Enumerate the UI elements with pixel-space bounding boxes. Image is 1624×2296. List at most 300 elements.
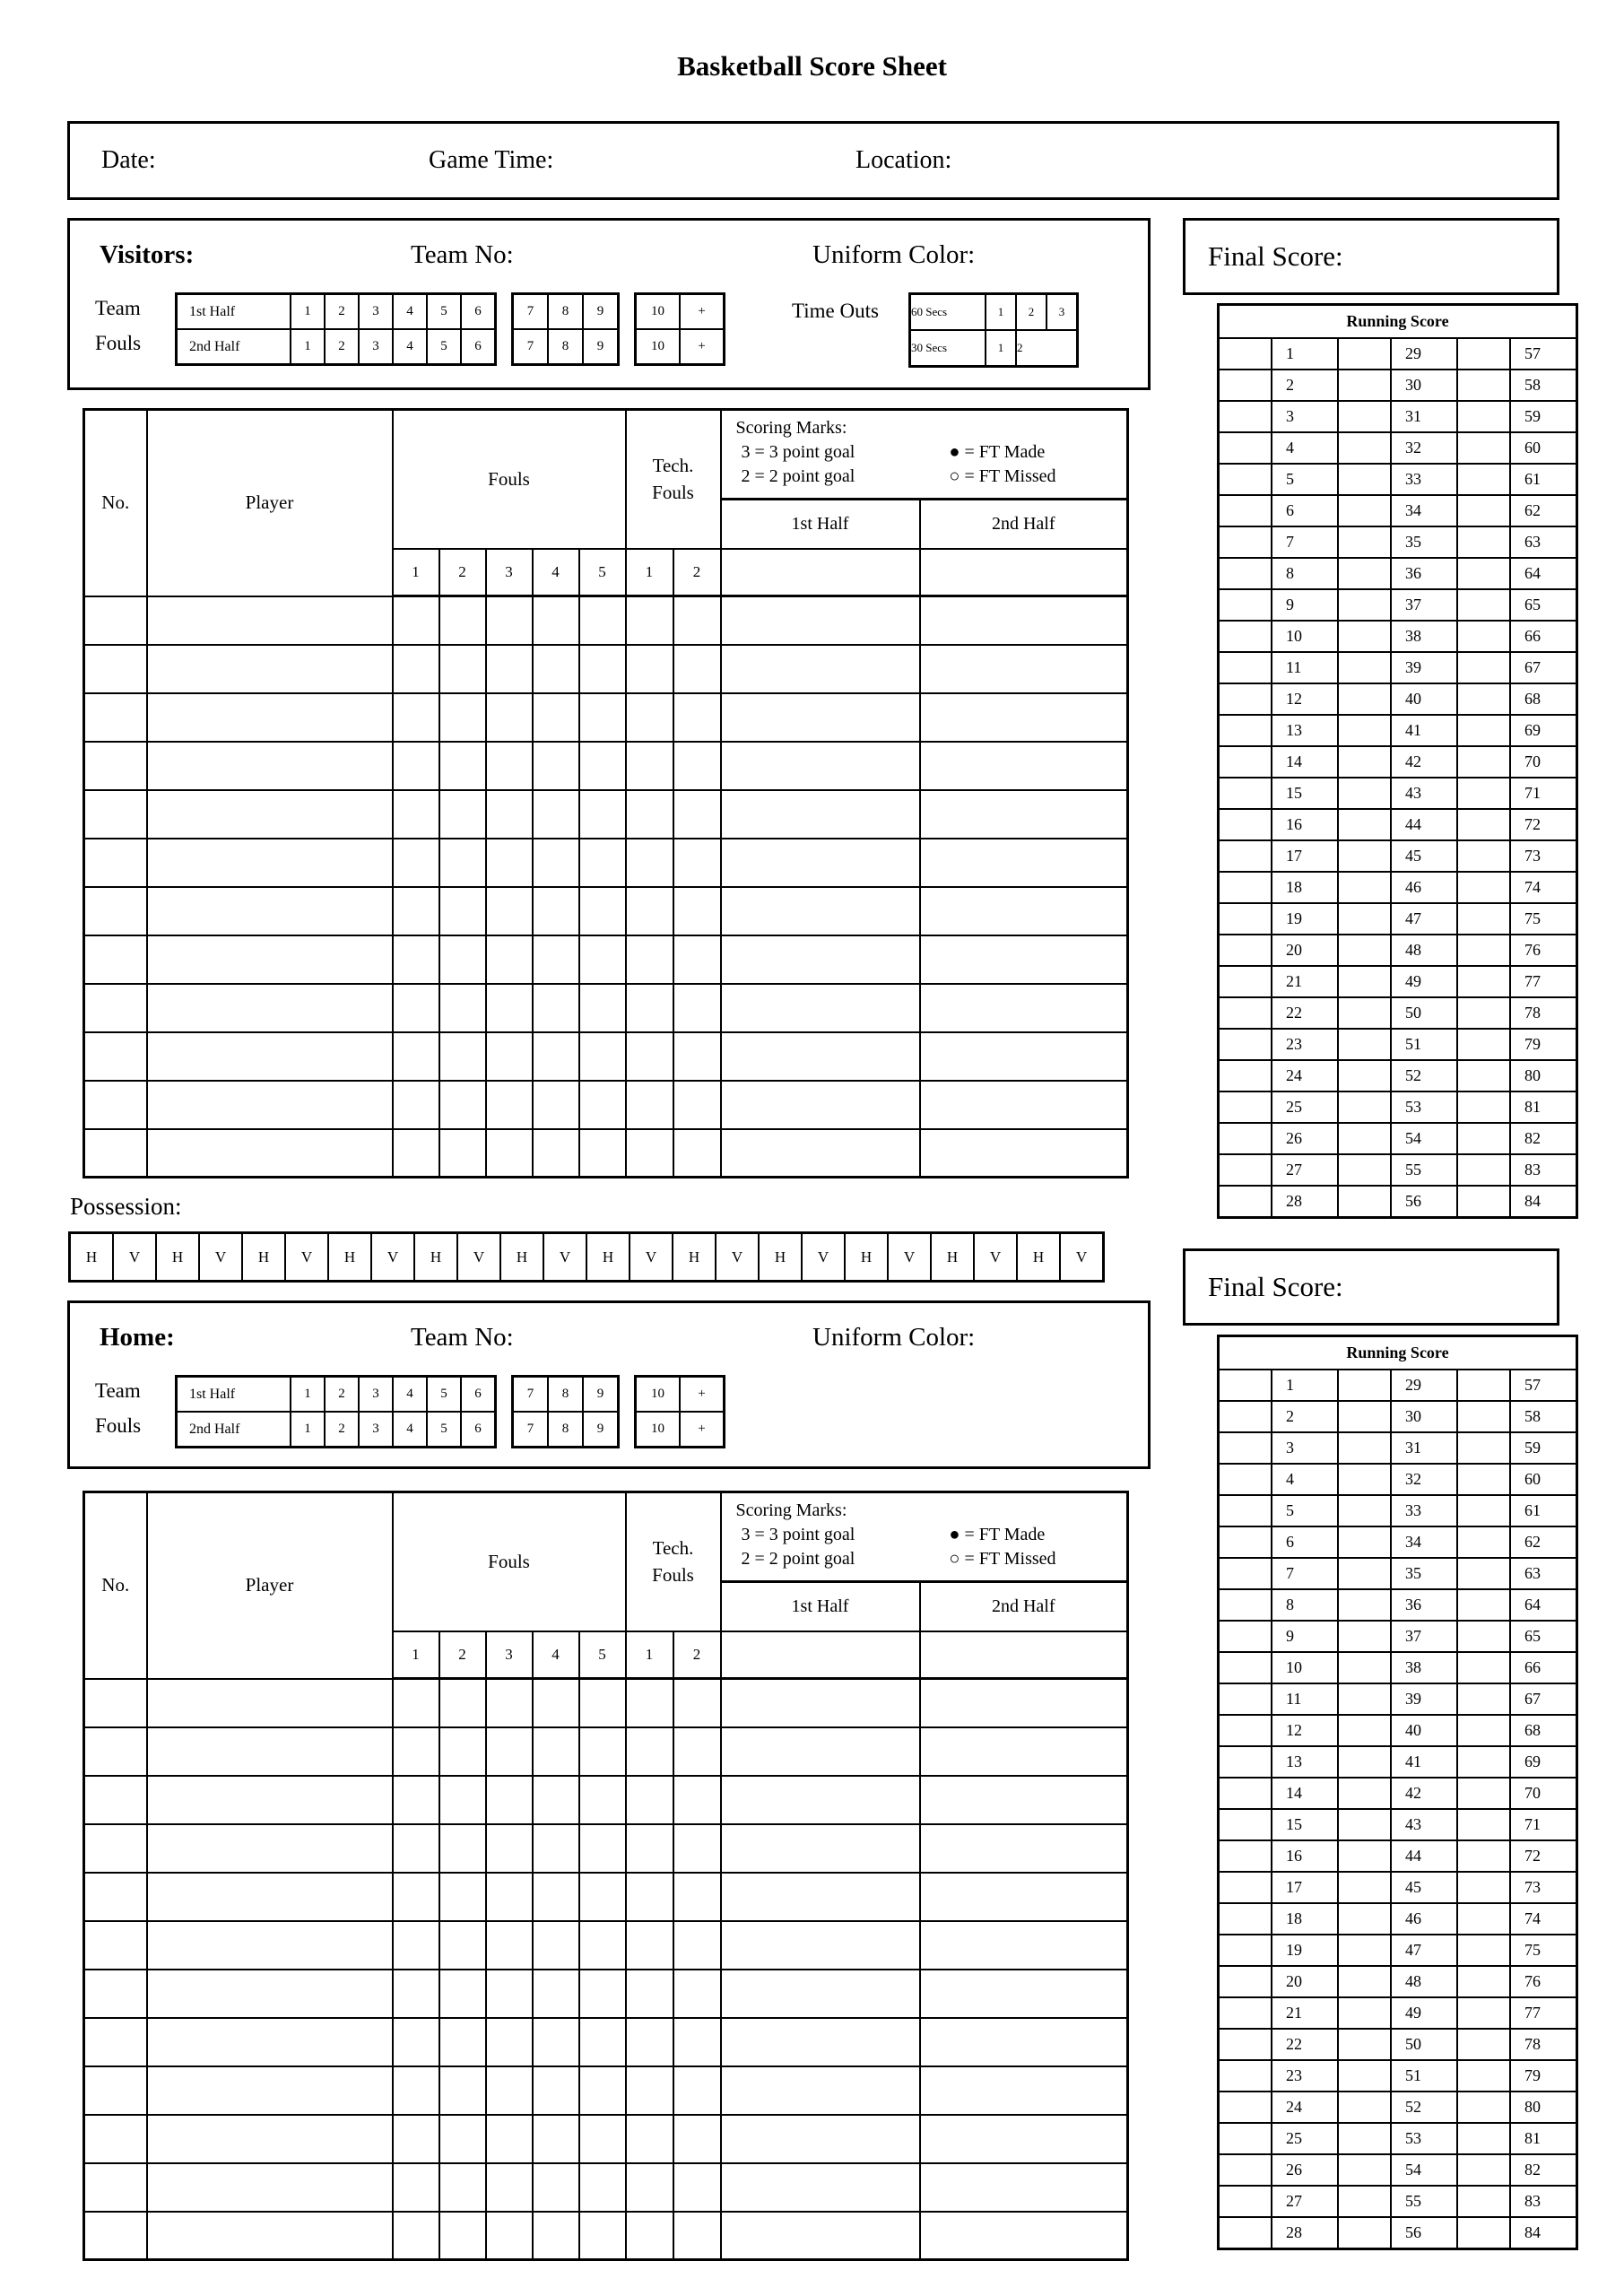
running-score-mark-cell[interactable] bbox=[1457, 2060, 1510, 2092]
running-score-mark-cell[interactable] bbox=[1219, 1997, 1272, 2029]
running-score-mark-cell[interactable] bbox=[1457, 621, 1510, 652]
running-score-mark-cell[interactable] bbox=[1338, 1715, 1391, 1746]
running-score-number[interactable]: 44 bbox=[1391, 1840, 1457, 1872]
player-no-cell[interactable] bbox=[84, 1727, 147, 1776]
timeout-cell[interactable]: 3 bbox=[1046, 294, 1078, 331]
first-half-score-cell[interactable] bbox=[721, 984, 920, 1032]
foul-mark-cell[interactable] bbox=[439, 1129, 486, 1178]
running-score-mark-cell[interactable] bbox=[1457, 652, 1510, 683]
foul-mark-cell[interactable] bbox=[439, 2163, 486, 2212]
running-score-mark-cell[interactable] bbox=[1338, 997, 1391, 1029]
foul-mark-cell[interactable] bbox=[579, 2066, 626, 2115]
visitors-name-field[interactable] bbox=[227, 237, 397, 273]
team-foul-cell[interactable]: 5 bbox=[427, 1412, 461, 1448]
foul-mark-cell[interactable] bbox=[579, 839, 626, 887]
foul-mark-cell[interactable] bbox=[579, 1727, 626, 1776]
player-name-cell[interactable] bbox=[147, 645, 393, 693]
foul-mark-cell[interactable] bbox=[533, 742, 579, 790]
player-name-cell[interactable] bbox=[147, 1129, 393, 1178]
running-score-number[interactable]: 81 bbox=[1510, 2123, 1577, 2154]
foul-mark-cell[interactable] bbox=[579, 1032, 626, 1081]
running-score-mark-cell[interactable] bbox=[1338, 1186, 1391, 1218]
team-foul-cell[interactable]: 5 bbox=[427, 329, 461, 365]
running-score-mark-cell[interactable] bbox=[1219, 872, 1272, 903]
foul-mark-cell[interactable] bbox=[486, 1032, 533, 1081]
running-score-number[interactable]: 68 bbox=[1510, 683, 1577, 715]
running-score-number[interactable]: 5 bbox=[1272, 1495, 1338, 1526]
foul-mark-cell[interactable] bbox=[533, 1129, 579, 1178]
first-half-score-cell[interactable] bbox=[721, 1727, 920, 1776]
tech-foul-mark-cell[interactable] bbox=[626, 1679, 673, 1727]
foul-mark-cell[interactable] bbox=[393, 984, 439, 1032]
foul-mark-cell[interactable] bbox=[486, 596, 533, 645]
running-score-mark-cell[interactable] bbox=[1219, 2123, 1272, 2154]
running-score-number[interactable]: 3 bbox=[1272, 1432, 1338, 1464]
foul-mark-cell[interactable] bbox=[393, 1970, 439, 2018]
running-score-number[interactable]: 27 bbox=[1272, 2186, 1338, 2217]
running-score-mark-cell[interactable] bbox=[1338, 1683, 1391, 1715]
second-half-score-cell[interactable] bbox=[920, 1873, 1128, 1921]
tech-foul-mark-cell[interactable] bbox=[626, 1921, 673, 1970]
tech-foul-mark-cell[interactable] bbox=[626, 2212, 673, 2260]
running-score-mark-cell[interactable] bbox=[1219, 2186, 1272, 2217]
running-score-number[interactable]: 20 bbox=[1272, 935, 1338, 966]
foul-mark-cell[interactable] bbox=[393, 1032, 439, 1081]
team-foul-cell[interactable]: 3 bbox=[359, 1377, 393, 1413]
running-score-mark-cell[interactable] bbox=[1457, 1746, 1510, 1778]
running-score-mark-cell[interactable] bbox=[1457, 1495, 1510, 1526]
home-name-field[interactable] bbox=[187, 1319, 393, 1355]
foul-mark-cell[interactable] bbox=[393, 1727, 439, 1776]
tech-foul-mark-cell[interactable] bbox=[626, 1081, 673, 1129]
running-score-number[interactable]: 54 bbox=[1391, 2154, 1457, 2186]
running-score-number[interactable]: 34 bbox=[1391, 495, 1457, 526]
second-half-score-cell[interactable] bbox=[920, 2018, 1128, 2066]
foul-mark-cell[interactable] bbox=[579, 742, 626, 790]
visitors-final-score-field[interactable] bbox=[1365, 234, 1535, 279]
running-score-number[interactable]: 11 bbox=[1272, 652, 1338, 683]
team-foul-cell[interactable]: 2 bbox=[325, 294, 359, 330]
running-score-number[interactable]: 23 bbox=[1272, 1029, 1338, 1060]
running-score-number[interactable]: 24 bbox=[1272, 2092, 1338, 2123]
running-score-number[interactable]: 70 bbox=[1510, 1778, 1577, 1809]
running-score-number[interactable]: 8 bbox=[1272, 558, 1338, 589]
running-score-mark-cell[interactable] bbox=[1219, 2092, 1272, 2123]
player-no-cell[interactable] bbox=[84, 1032, 147, 1081]
team-foul-cell[interactable]: 3 bbox=[359, 1412, 393, 1448]
running-score-mark-cell[interactable] bbox=[1338, 1123, 1391, 1154]
player-no-cell[interactable] bbox=[84, 887, 147, 935]
running-score-mark-cell[interactable] bbox=[1457, 2154, 1510, 2186]
running-score-number[interactable]: 5 bbox=[1272, 464, 1338, 495]
foul-mark-cell[interactable] bbox=[533, 1970, 579, 2018]
foul-mark-cell[interactable] bbox=[533, 887, 579, 935]
running-score-number[interactable]: 64 bbox=[1510, 558, 1577, 589]
player-name-cell[interactable] bbox=[147, 984, 393, 1032]
tech-foul-mark-cell[interactable] bbox=[626, 839, 673, 887]
running-score-mark-cell[interactable] bbox=[1219, 1370, 1272, 1401]
running-score-number[interactable]: 49 bbox=[1391, 966, 1457, 997]
running-score-number[interactable]: 15 bbox=[1272, 778, 1338, 809]
running-score-number[interactable]: 67 bbox=[1510, 652, 1577, 683]
team-foul-cell[interactable]: 9 bbox=[583, 1377, 619, 1413]
running-score-number[interactable]: 1 bbox=[1272, 338, 1338, 370]
second-half-score-cell[interactable] bbox=[920, 2163, 1128, 2212]
foul-mark-cell[interactable] bbox=[579, 1921, 626, 1970]
foul-mark-cell[interactable] bbox=[439, 2066, 486, 2115]
running-score-number[interactable]: 50 bbox=[1391, 997, 1457, 1029]
running-score-mark-cell[interactable] bbox=[1457, 1186, 1510, 1218]
player-name-cell[interactable] bbox=[147, 693, 393, 742]
foul-mark-cell[interactable] bbox=[533, 1679, 579, 1727]
running-score-number[interactable]: 14 bbox=[1272, 746, 1338, 778]
first-half-score-cell[interactable] bbox=[721, 1970, 920, 2018]
foul-mark-cell[interactable] bbox=[486, 1970, 533, 2018]
running-score-mark-cell[interactable] bbox=[1219, 589, 1272, 621]
possession-cell[interactable]: H bbox=[1017, 1233, 1060, 1282]
player-name-cell[interactable] bbox=[147, 2115, 393, 2163]
player-no-cell[interactable] bbox=[84, 693, 147, 742]
running-score-mark-cell[interactable] bbox=[1219, 1154, 1272, 1186]
running-score-mark-cell[interactable] bbox=[1219, 1186, 1272, 1218]
running-score-number[interactable]: 33 bbox=[1391, 464, 1457, 495]
running-score-number[interactable]: 8 bbox=[1272, 1589, 1338, 1621]
first-half-mark-space[interactable] bbox=[721, 549, 920, 596]
foul-mark-cell[interactable] bbox=[393, 1921, 439, 1970]
tech-foul-mark-cell[interactable] bbox=[673, 935, 721, 984]
running-score-number[interactable]: 23 bbox=[1272, 2060, 1338, 2092]
running-score-number[interactable]: 26 bbox=[1272, 2154, 1338, 2186]
tech-foul-mark-cell[interactable] bbox=[626, 2066, 673, 2115]
running-score-mark-cell[interactable] bbox=[1457, 1840, 1510, 1872]
running-score-number[interactable]: 59 bbox=[1510, 1432, 1577, 1464]
team-foul-cell[interactable]: 3 bbox=[359, 329, 393, 365]
running-score-number[interactable]: 30 bbox=[1391, 1401, 1457, 1432]
running-score-number[interactable]: 22 bbox=[1272, 997, 1338, 1029]
player-name-cell[interactable] bbox=[147, 1679, 393, 1727]
team-foul-cell[interactable]: 7 bbox=[513, 294, 549, 330]
foul-mark-cell[interactable] bbox=[579, 645, 626, 693]
running-score-mark-cell[interactable] bbox=[1457, 997, 1510, 1029]
team-foul-cell[interactable]: 8 bbox=[548, 294, 583, 330]
running-score-number[interactable]: 56 bbox=[1391, 1186, 1457, 1218]
second-half-score-cell[interactable] bbox=[920, 1679, 1128, 1727]
tech-foul-mark-cell[interactable] bbox=[673, 790, 721, 839]
second-half-score-cell[interactable] bbox=[920, 984, 1128, 1032]
tech-foul-mark-cell[interactable] bbox=[626, 2115, 673, 2163]
foul-mark-cell[interactable] bbox=[579, 935, 626, 984]
running-score-mark-cell[interactable] bbox=[1457, 558, 1510, 589]
foul-mark-cell[interactable] bbox=[486, 742, 533, 790]
running-score-mark-cell[interactable] bbox=[1338, 2060, 1391, 2092]
running-score-mark-cell[interactable] bbox=[1219, 1589, 1272, 1621]
second-half-score-cell[interactable] bbox=[920, 935, 1128, 984]
running-score-number[interactable]: 18 bbox=[1272, 1903, 1338, 1935]
player-no-cell[interactable] bbox=[84, 1081, 147, 1129]
foul-mark-cell[interactable] bbox=[439, 742, 486, 790]
first-half-score-cell[interactable] bbox=[721, 742, 920, 790]
running-score-number[interactable]: 48 bbox=[1391, 1966, 1457, 1997]
second-half-score-cell[interactable] bbox=[920, 1921, 1128, 1970]
running-score-mark-cell[interactable] bbox=[1338, 558, 1391, 589]
possession-cell[interactable]: V bbox=[716, 1233, 759, 1282]
running-score-number[interactable]: 25 bbox=[1272, 1091, 1338, 1123]
first-half-score-cell[interactable] bbox=[721, 1873, 920, 1921]
player-no-cell[interactable] bbox=[84, 645, 147, 693]
running-score-mark-cell[interactable] bbox=[1219, 401, 1272, 432]
running-score-mark-cell[interactable] bbox=[1219, 903, 1272, 935]
timeout-cell[interactable]: 2 bbox=[1016, 330, 1078, 367]
running-score-mark-cell[interactable] bbox=[1338, 746, 1391, 778]
running-score-mark-cell[interactable] bbox=[1338, 1432, 1391, 1464]
running-score-number[interactable]: 29 bbox=[1391, 1370, 1457, 1401]
visitors-team-no-field[interactable] bbox=[532, 237, 747, 273]
foul-mark-cell[interactable] bbox=[393, 2115, 439, 2163]
running-score-mark-cell[interactable] bbox=[1457, 1432, 1510, 1464]
foul-mark-cell[interactable] bbox=[439, 839, 486, 887]
running-score-number[interactable]: 33 bbox=[1391, 1495, 1457, 1526]
running-score-number[interactable]: 79 bbox=[1510, 1029, 1577, 1060]
running-score-number[interactable]: 63 bbox=[1510, 1558, 1577, 1589]
running-score-number[interactable]: 43 bbox=[1391, 778, 1457, 809]
foul-mark-cell[interactable] bbox=[486, 1727, 533, 1776]
running-score-number[interactable]: 13 bbox=[1272, 715, 1338, 746]
possession-cell[interactable]: V bbox=[113, 1233, 156, 1282]
running-score-mark-cell[interactable] bbox=[1219, 1903, 1272, 1935]
running-score-number[interactable]: 70 bbox=[1510, 746, 1577, 778]
first-half-score-cell[interactable] bbox=[721, 1032, 920, 1081]
running-score-mark-cell[interactable] bbox=[1457, 1872, 1510, 1903]
running-score-number[interactable]: 9 bbox=[1272, 1621, 1338, 1652]
tech-foul-mark-cell[interactable] bbox=[673, 1032, 721, 1081]
running-score-mark-cell[interactable] bbox=[1338, 1091, 1391, 1123]
running-score-mark-cell[interactable] bbox=[1338, 1621, 1391, 1652]
foul-mark-cell[interactable] bbox=[439, 790, 486, 839]
running-score-mark-cell[interactable] bbox=[1338, 2029, 1391, 2060]
running-score-mark-cell[interactable] bbox=[1219, 621, 1272, 652]
running-score-number[interactable]: 71 bbox=[1510, 778, 1577, 809]
tech-foul-mark-cell[interactable] bbox=[626, 935, 673, 984]
running-score-mark-cell[interactable] bbox=[1219, 464, 1272, 495]
first-half-score-cell[interactable] bbox=[721, 693, 920, 742]
foul-mark-cell[interactable] bbox=[439, 1776, 486, 1824]
running-score-mark-cell[interactable] bbox=[1219, 1091, 1272, 1123]
foul-mark-cell[interactable] bbox=[439, 645, 486, 693]
running-score-mark-cell[interactable] bbox=[1219, 1526, 1272, 1558]
running-score-mark-cell[interactable] bbox=[1338, 1840, 1391, 1872]
foul-mark-cell[interactable] bbox=[579, 596, 626, 645]
running-score-number[interactable]: 45 bbox=[1391, 840, 1457, 872]
running-score-number[interactable]: 84 bbox=[1510, 1186, 1577, 1218]
running-score-number[interactable]: 41 bbox=[1391, 1746, 1457, 1778]
possession-cell[interactable]: H bbox=[414, 1233, 457, 1282]
running-score-mark-cell[interactable] bbox=[1338, 1495, 1391, 1526]
tech-foul-mark-cell[interactable] bbox=[673, 887, 721, 935]
home-uniform-field[interactable] bbox=[994, 1319, 1137, 1355]
running-score-mark-cell[interactable] bbox=[1338, 1872, 1391, 1903]
second-half-score-cell[interactable] bbox=[920, 2115, 1128, 2163]
team-foul-cell[interactable]: 9 bbox=[583, 294, 619, 330]
foul-mark-cell[interactable] bbox=[486, 1776, 533, 1824]
possession-cell[interactable]: H bbox=[931, 1233, 974, 1282]
foul-mark-cell[interactable] bbox=[439, 2018, 486, 2066]
foul-mark-cell[interactable] bbox=[533, 935, 579, 984]
running-score-mark-cell[interactable] bbox=[1457, 966, 1510, 997]
foul-mark-cell[interactable] bbox=[439, 1679, 486, 1727]
running-score-number[interactable]: 31 bbox=[1391, 401, 1457, 432]
foul-mark-cell[interactable] bbox=[579, 1679, 626, 1727]
foul-mark-cell[interactable] bbox=[579, 693, 626, 742]
tech-foul-mark-cell[interactable] bbox=[673, 2115, 721, 2163]
team-foul-cell[interactable]: 6 bbox=[461, 1377, 496, 1413]
player-name-cell[interactable] bbox=[147, 2212, 393, 2260]
running-score-mark-cell[interactable] bbox=[1457, 1526, 1510, 1558]
team-foul-cell[interactable]: 6 bbox=[461, 294, 496, 330]
player-no-cell[interactable] bbox=[84, 2212, 147, 2260]
running-score-number[interactable]: 62 bbox=[1510, 495, 1577, 526]
running-score-number[interactable]: 73 bbox=[1510, 840, 1577, 872]
tech-foul-mark-cell[interactable] bbox=[673, 1129, 721, 1178]
possession-cell[interactable]: V bbox=[199, 1233, 242, 1282]
running-score-mark-cell[interactable] bbox=[1338, 1401, 1391, 1432]
first-half-score-cell[interactable] bbox=[721, 2115, 920, 2163]
running-score-mark-cell[interactable] bbox=[1219, 1715, 1272, 1746]
running-score-number[interactable]: 55 bbox=[1391, 1154, 1457, 1186]
tech-foul-mark-cell[interactable] bbox=[673, 1970, 721, 2018]
running-score-number[interactable]: 80 bbox=[1510, 2092, 1577, 2123]
running-score-number[interactable]: 7 bbox=[1272, 1558, 1338, 1589]
running-score-number[interactable]: 58 bbox=[1510, 370, 1577, 401]
running-score-mark-cell[interactable] bbox=[1457, 1060, 1510, 1091]
running-score-number[interactable]: 58 bbox=[1510, 1401, 1577, 1432]
running-score-mark-cell[interactable] bbox=[1338, 2186, 1391, 2217]
team-foul-cell[interactable]: 2 bbox=[325, 1377, 359, 1413]
player-name-cell[interactable] bbox=[147, 790, 393, 839]
running-score-number[interactable]: 62 bbox=[1510, 1526, 1577, 1558]
tech-foul-mark-cell[interactable] bbox=[626, 596, 673, 645]
second-half-score-cell[interactable] bbox=[920, 790, 1128, 839]
foul-mark-cell[interactable] bbox=[579, 1970, 626, 2018]
game-time-field[interactable] bbox=[604, 142, 855, 179]
running-score-mark-cell[interactable] bbox=[1457, 495, 1510, 526]
foul-mark-cell[interactable] bbox=[486, 645, 533, 693]
team-foul-cell[interactable]: 8 bbox=[548, 329, 583, 365]
running-score-number[interactable]: 83 bbox=[1510, 2186, 1577, 2217]
running-score-mark-cell[interactable] bbox=[1457, 1621, 1510, 1652]
player-name-cell[interactable] bbox=[147, 2066, 393, 2115]
team-foul-cell[interactable]: 8 bbox=[548, 1412, 583, 1448]
running-score-mark-cell[interactable] bbox=[1457, 840, 1510, 872]
team-foul-cell[interactable]: 8 bbox=[548, 1377, 583, 1413]
foul-mark-cell[interactable] bbox=[439, 887, 486, 935]
first-half-score-cell[interactable] bbox=[721, 790, 920, 839]
running-score-number[interactable]: 32 bbox=[1391, 1464, 1457, 1495]
running-score-number[interactable]: 71 bbox=[1510, 1809, 1577, 1840]
running-score-mark-cell[interactable] bbox=[1457, 809, 1510, 840]
running-score-mark-cell[interactable] bbox=[1219, 2029, 1272, 2060]
running-score-number[interactable]: 27 bbox=[1272, 1154, 1338, 1186]
running-score-mark-cell[interactable] bbox=[1457, 1778, 1510, 1809]
tech-foul-mark-cell[interactable] bbox=[673, 2163, 721, 2212]
running-score-mark-cell[interactable] bbox=[1219, 1401, 1272, 1432]
foul-mark-cell[interactable] bbox=[393, 2212, 439, 2260]
running-score-number[interactable]: 53 bbox=[1391, 1091, 1457, 1123]
player-no-cell[interactable] bbox=[84, 1873, 147, 1921]
team-foul-cell[interactable]: 1 bbox=[291, 1412, 325, 1448]
running-score-mark-cell[interactable] bbox=[1338, 432, 1391, 464]
running-score-number[interactable]: 76 bbox=[1510, 935, 1577, 966]
foul-mark-cell[interactable] bbox=[393, 1873, 439, 1921]
team-foul-cell[interactable]: 5 bbox=[427, 1377, 461, 1413]
player-name-cell[interactable] bbox=[147, 742, 393, 790]
tech-foul-mark-cell[interactable] bbox=[673, 1776, 721, 1824]
running-score-mark-cell[interactable] bbox=[1457, 432, 1510, 464]
date-field[interactable] bbox=[182, 142, 415, 179]
running-score-number[interactable]: 81 bbox=[1510, 1091, 1577, 1123]
team-foul-cell[interactable]: 10 bbox=[636, 329, 681, 365]
running-score-mark-cell[interactable] bbox=[1457, 1029, 1510, 1060]
foul-mark-cell[interactable] bbox=[486, 2163, 533, 2212]
running-score-number[interactable]: 66 bbox=[1510, 621, 1577, 652]
foul-mark-cell[interactable] bbox=[533, 645, 579, 693]
running-score-mark-cell[interactable] bbox=[1457, 2217, 1510, 2249]
first-half-score-cell[interactable] bbox=[721, 1824, 920, 1873]
timeout-cell[interactable]: 1 bbox=[986, 330, 1016, 367]
home-final-score-field[interactable] bbox=[1365, 1265, 1535, 1309]
running-score-mark-cell[interactable] bbox=[1219, 370, 1272, 401]
foul-mark-cell[interactable] bbox=[486, 1873, 533, 1921]
running-score-number[interactable]: 10 bbox=[1272, 1652, 1338, 1683]
player-name-cell[interactable] bbox=[147, 2163, 393, 2212]
foul-mark-cell[interactable] bbox=[486, 935, 533, 984]
foul-mark-cell[interactable] bbox=[486, 2018, 533, 2066]
running-score-number[interactable]: 69 bbox=[1510, 1746, 1577, 1778]
running-score-number[interactable]: 66 bbox=[1510, 1652, 1577, 1683]
tech-foul-mark-cell[interactable] bbox=[626, 1970, 673, 2018]
running-score-mark-cell[interactable] bbox=[1338, 1589, 1391, 1621]
running-score-number[interactable]: 40 bbox=[1391, 1715, 1457, 1746]
foul-mark-cell[interactable] bbox=[393, 935, 439, 984]
running-score-number[interactable]: 42 bbox=[1391, 746, 1457, 778]
first-half-score-cell[interactable] bbox=[721, 1129, 920, 1178]
running-score-number[interactable]: 79 bbox=[1510, 2060, 1577, 2092]
foul-mark-cell[interactable] bbox=[486, 887, 533, 935]
team-foul-cell[interactable]: 9 bbox=[583, 1412, 619, 1448]
running-score-mark-cell[interactable] bbox=[1338, 715, 1391, 746]
second-half-score-cell[interactable] bbox=[920, 596, 1128, 645]
first-half-score-cell[interactable] bbox=[721, 1776, 920, 1824]
running-score-mark-cell[interactable] bbox=[1219, 1652, 1272, 1683]
team-foul-cell[interactable]: 4 bbox=[393, 1377, 427, 1413]
running-score-number[interactable]: 84 bbox=[1510, 2217, 1577, 2249]
running-score-number[interactable]: 53 bbox=[1391, 2123, 1457, 2154]
running-score-mark-cell[interactable] bbox=[1338, 1652, 1391, 1683]
running-score-mark-cell[interactable] bbox=[1338, 872, 1391, 903]
second-half-score-cell[interactable] bbox=[920, 887, 1128, 935]
running-score-mark-cell[interactable] bbox=[1457, 2186, 1510, 2217]
first-half-score-cell[interactable] bbox=[721, 935, 920, 984]
running-score-number[interactable]: 7 bbox=[1272, 526, 1338, 558]
foul-mark-cell[interactable] bbox=[439, 693, 486, 742]
running-score-number[interactable]: 42 bbox=[1391, 1778, 1457, 1809]
running-score-mark-cell[interactable] bbox=[1338, 903, 1391, 935]
foul-mark-cell[interactable] bbox=[533, 984, 579, 1032]
running-score-mark-cell[interactable] bbox=[1457, 903, 1510, 935]
running-score-number[interactable]: 47 bbox=[1391, 1935, 1457, 1966]
possession-cell[interactable]: V bbox=[371, 1233, 414, 1282]
possession-cell[interactable]: V bbox=[1060, 1233, 1104, 1282]
team-foul-cell[interactable]: 7 bbox=[513, 1377, 549, 1413]
